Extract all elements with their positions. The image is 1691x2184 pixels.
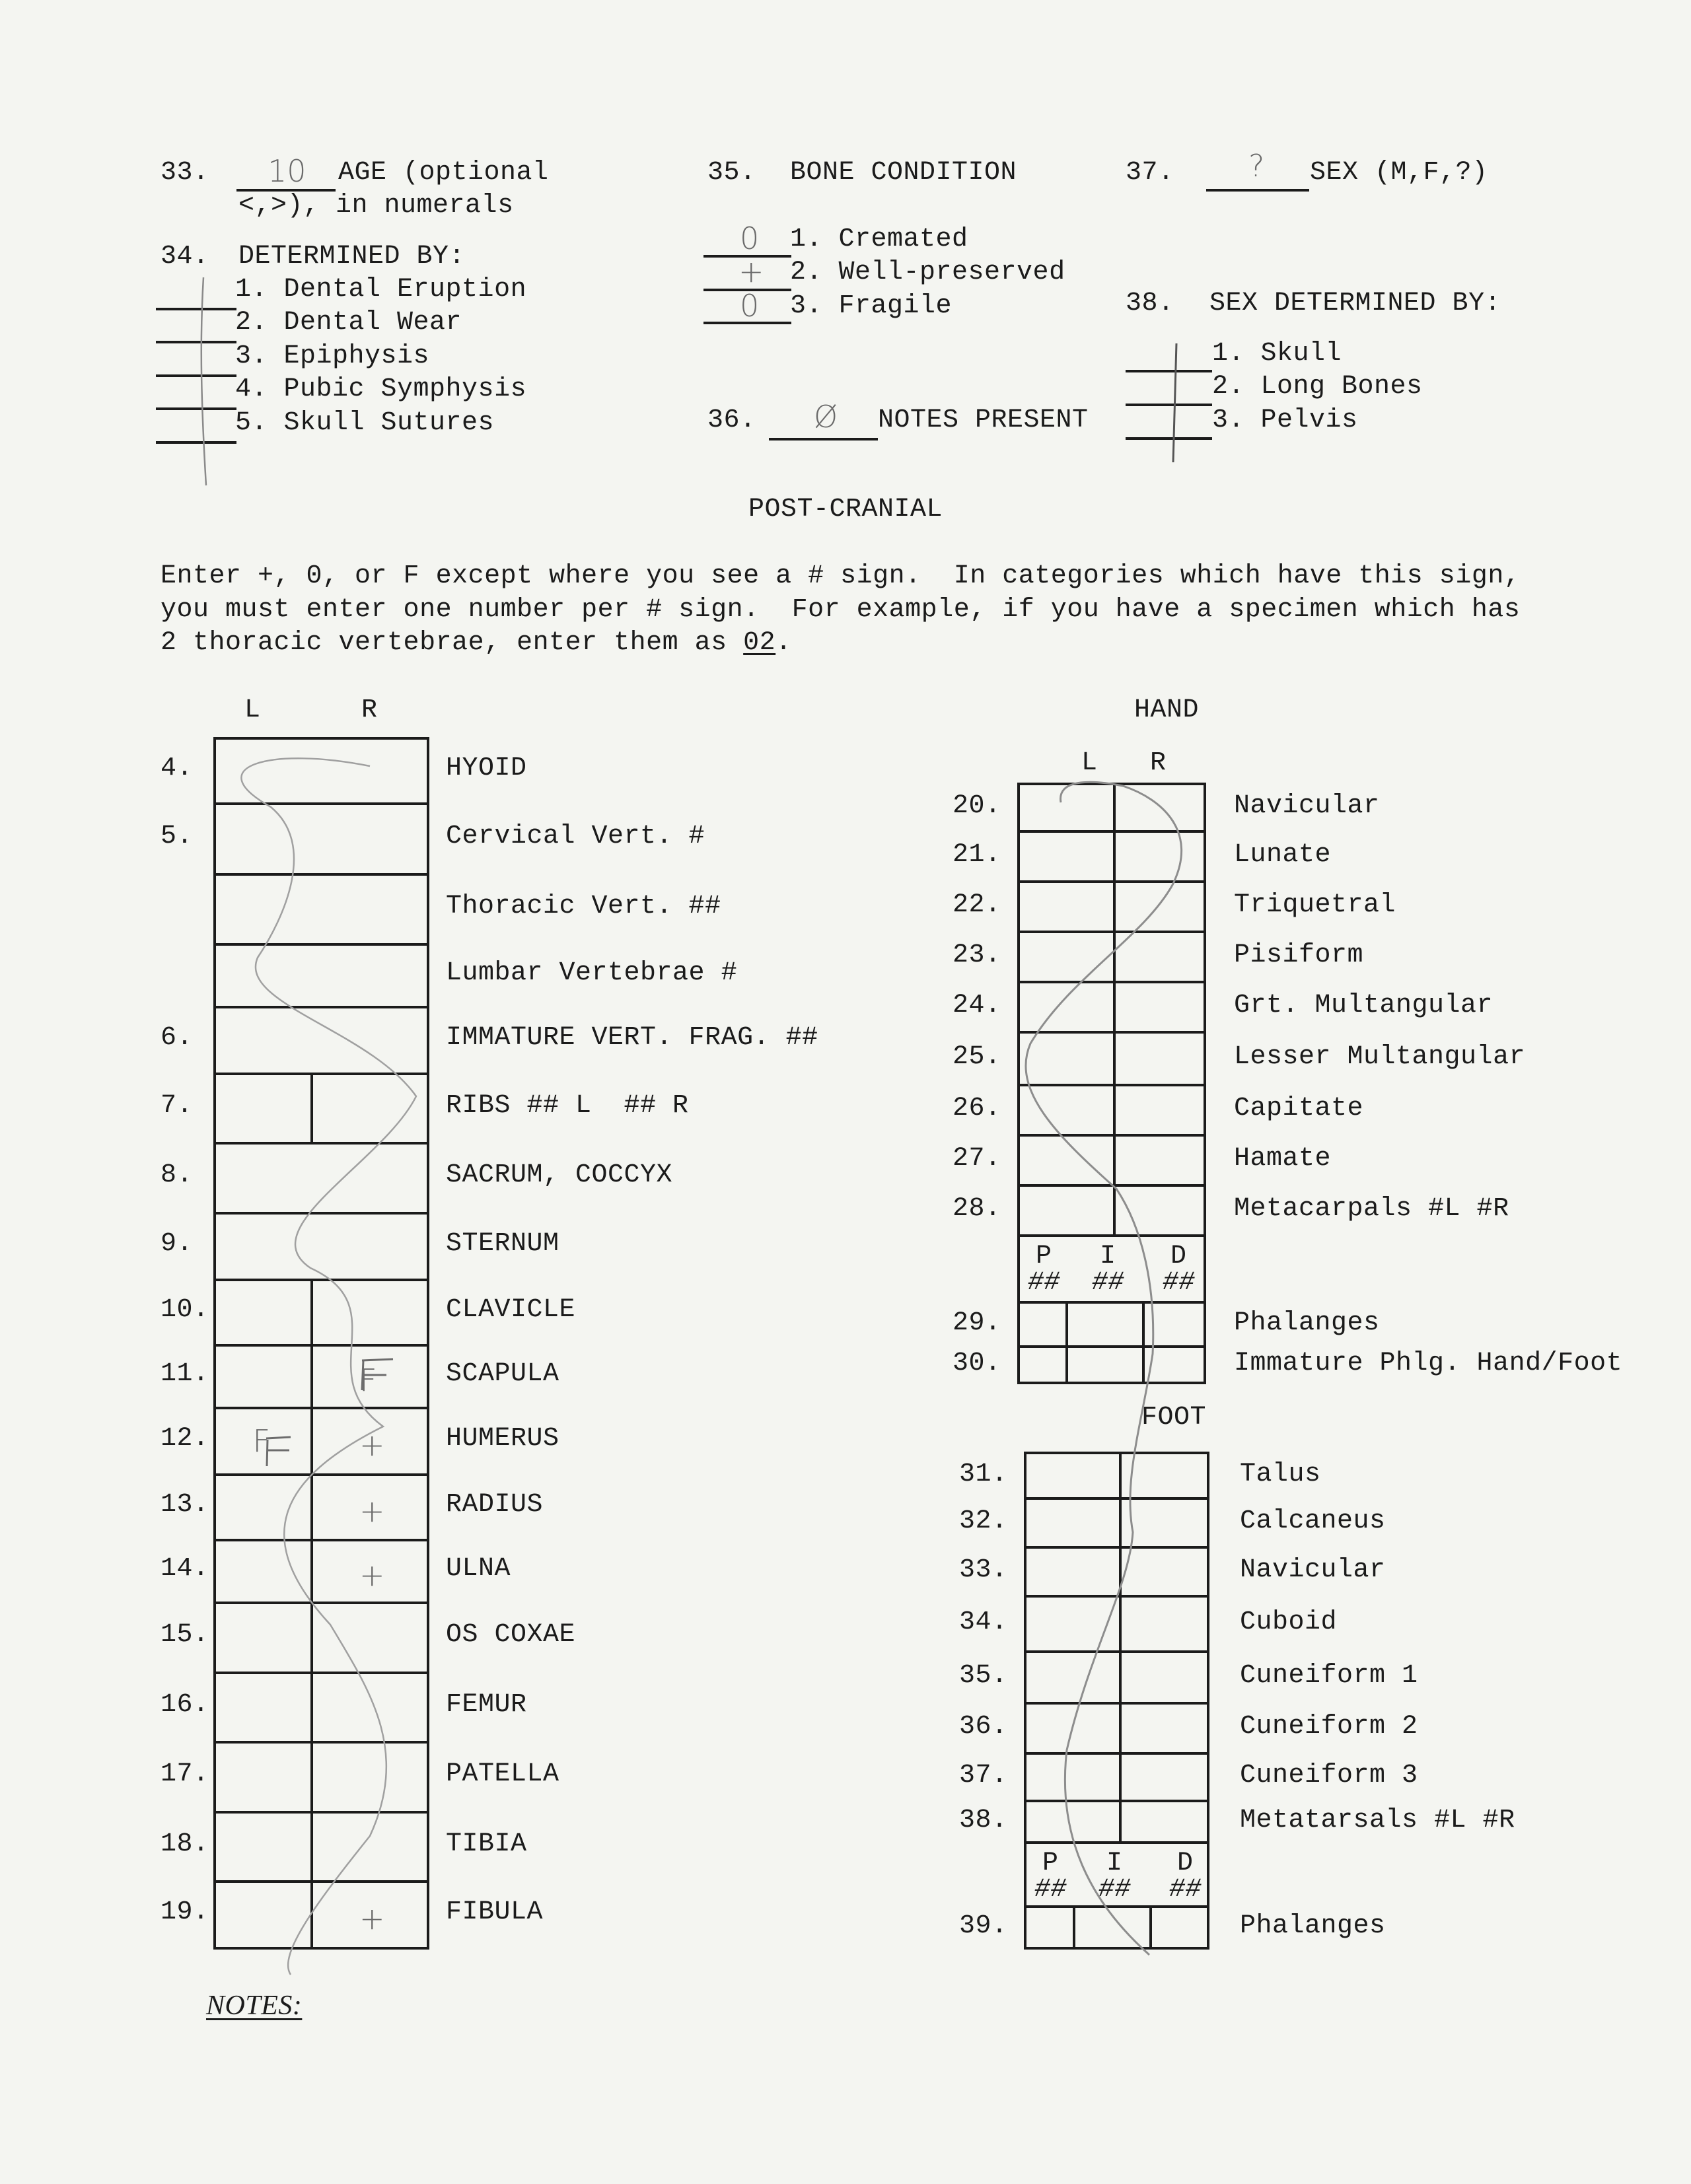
cell-left[interactable]	[213, 1279, 310, 1344]
bone-condition-option: 1. Cremated	[790, 225, 968, 254]
row-label: STERNUM	[446, 1228, 559, 1259]
row-label: HUMERUS	[446, 1423, 559, 1454]
cell-left[interactable]	[1017, 830, 1113, 880]
pid-header: D	[1177, 1849, 1194, 1878]
row-number: 18.	[161, 1829, 209, 1859]
phalanx-cell[interactable]	[1142, 1345, 1206, 1382]
phalanx-cell[interactable]	[1017, 1345, 1065, 1382]
cell-right[interactable]	[1113, 880, 1206, 931]
cell-right[interactable]	[310, 1741, 429, 1811]
row-label: Pisiform	[1234, 940, 1364, 970]
cell-right[interactable]	[310, 1073, 429, 1142]
row-label: OS COXAE	[446, 1620, 576, 1650]
row-label: Lunate	[1234, 840, 1332, 870]
cell-right[interactable]	[1119, 1650, 1209, 1702]
cell-left[interactable]	[213, 1811, 310, 1880]
cell-left[interactable]	[213, 1602, 310, 1672]
cell-right[interactable]	[310, 1602, 429, 1672]
bone-condition-value: 0	[740, 221, 760, 256]
pid-mark: ##	[1098, 1875, 1132, 1905]
cell-right[interactable]	[1119, 1497, 1209, 1546]
cell-left[interactable]	[1024, 1546, 1119, 1595]
hand-column-left: L	[1081, 748, 1098, 778]
cell-value: F	[252, 1423, 270, 1459]
row-label: SACRUM, COCCYX	[446, 1160, 673, 1190]
cell-right[interactable]	[310, 1473, 429, 1539]
row-number: 25.	[953, 1042, 1001, 1072]
cell-left[interactable]	[213, 1539, 310, 1602]
foot-title: FOOT	[1141, 1403, 1207, 1432]
row-label: Immature Phlg. Hand/Foot	[1234, 1348, 1623, 1378]
row-label: RIBS ## L ## R	[446, 1090, 689, 1121]
row-number: 37.	[959, 1761, 1008, 1790]
row-number: 26.	[953, 1094, 1001, 1123]
pid-header: P	[1042, 1849, 1059, 1878]
cell-right[interactable]	[1113, 1134, 1206, 1184]
cell-left[interactable]	[1017, 1134, 1113, 1184]
cell-right[interactable]	[1119, 1702, 1209, 1752]
cell-right[interactable]	[1119, 1595, 1209, 1650]
row-label: ULNA	[446, 1553, 511, 1584]
row-label: TIBIA	[446, 1829, 527, 1859]
sex-method-option: 3. Pelvis	[1212, 405, 1358, 435]
row-number: 19.	[161, 1897, 209, 1927]
row-label: Phalanges	[1234, 1308, 1380, 1338]
row-label: Grt. Multangular	[1234, 991, 1493, 1020]
phalanx-cell[interactable]	[1065, 1301, 1142, 1345]
row-number: 38.	[959, 1805, 1008, 1835]
cell-left[interactable]	[1024, 1595, 1119, 1650]
cell-right[interactable]	[310, 1539, 429, 1602]
row-label: Capitate	[1234, 1094, 1364, 1123]
hand-column-right: R	[1150, 748, 1167, 778]
age-number: 33.	[161, 158, 209, 188]
age-method-option: 1. Dental Eruption	[235, 275, 527, 304]
row-divider	[1017, 1234, 1206, 1237]
age-label-cont: <,>), in numerals	[238, 191, 514, 221]
notes-label: NOTES:	[206, 1990, 303, 2021]
row-number: 27.	[953, 1144, 1001, 1174]
cell-right[interactable]	[310, 1279, 429, 1344]
row-label: Cuneiform 1	[1240, 1661, 1418, 1691]
pid-mark: ##	[1163, 1268, 1196, 1298]
cell-right[interactable]	[1113, 1031, 1206, 1084]
bone-condition-value: 0	[740, 288, 760, 324]
row-number: 17.	[161, 1759, 209, 1789]
sex-label: SEX (M,F,?)	[1310, 158, 1488, 188]
phalanx-cell[interactable]	[1073, 1905, 1149, 1947]
instructions-line: Enter +, 0, or F except where you see a # sign. In categories which have this sign,	[161, 561, 1521, 591]
cell-right[interactable]	[310, 1344, 429, 1407]
row-label: IMMATURE VERT. FRAG. ##	[446, 1022, 818, 1053]
cell-right[interactable]	[1113, 981, 1206, 1031]
pid-mark: ##	[1028, 1268, 1061, 1298]
row-label: Cuneiform 3	[1240, 1761, 1418, 1790]
row-label: Metatarsals #L #R	[1240, 1805, 1515, 1835]
cell-left[interactable]	[213, 1473, 310, 1539]
row-number: 23.	[953, 940, 1001, 970]
row-label: Metacarpals #L #R	[1234, 1194, 1509, 1224]
cell-right[interactable]	[310, 1880, 429, 1947]
row-number: 21.	[953, 840, 1001, 870]
cell-left[interactable]	[213, 1344, 310, 1407]
row-label: Navicular	[1234, 791, 1380, 821]
phalanx-cell[interactable]	[1149, 1905, 1209, 1947]
row-number: 29.	[953, 1308, 1001, 1338]
cell-left[interactable]	[1017, 783, 1113, 830]
notes-present-field[interactable]	[769, 438, 878, 440]
cell-value: +	[359, 1493, 385, 1529]
age-method-field[interactable]	[156, 308, 236, 310]
row-number: 14.	[161, 1553, 209, 1584]
row-label: FIBULA	[446, 1897, 544, 1927]
cell-right[interactable]	[310, 1811, 429, 1880]
cell-left[interactable]	[213, 1407, 310, 1473]
pid-mark: ##	[1034, 1875, 1067, 1905]
age-method-option: 3. Epiphysis	[235, 341, 430, 371]
row-number: 13.	[161, 1489, 209, 1520]
cell-right[interactable]	[1119, 1452, 1209, 1497]
cell-value: F	[359, 1362, 377, 1398]
notes-present-number: 36.	[707, 405, 756, 435]
cell[interactable]	[213, 802, 429, 873]
cell-left[interactable]	[213, 1880, 310, 1947]
row-label: Navicular	[1240, 1555, 1386, 1585]
cell-left[interactable]	[1017, 1184, 1113, 1234]
bone-condition-option: 3. Fragile	[790, 291, 953, 321]
column-header-left: L	[244, 695, 261, 725]
pid-header: I	[1106, 1849, 1123, 1878]
pid-mark: ##	[1169, 1875, 1202, 1905]
row-number: 39.	[959, 1911, 1008, 1941]
age-method-option: 5. Skull Sutures	[235, 408, 495, 438]
row-number: 22.	[953, 890, 1001, 920]
sex-field[interactable]	[1206, 189, 1309, 192]
row-number: 9.	[161, 1228, 194, 1259]
age-method-field[interactable]	[156, 341, 236, 343]
row-number: 5.	[161, 821, 194, 851]
phalanx-cell[interactable]	[1017, 1301, 1065, 1345]
instructions-end: .	[775, 628, 792, 658]
instructions-line: you must enter one number per # sign. For example, if you have a specimen which has	[161, 595, 1521, 625]
row-number: 36.	[959, 1712, 1008, 1742]
row-number: 10.	[161, 1294, 209, 1325]
phalanx-cell[interactable]	[1142, 1301, 1206, 1345]
row-label: Hamate	[1234, 1144, 1332, 1174]
age-determined-label: DETERMINED BY:	[238, 242, 466, 271]
age-determined-number: 34.	[161, 242, 209, 271]
bone-condition-number: 35.	[707, 158, 756, 188]
row-label: Cuboid	[1240, 1607, 1338, 1637]
row-label: Cervical Vert. #	[446, 821, 705, 851]
cell[interactable]	[213, 873, 429, 943]
bone-condition-value: +	[738, 254, 764, 289]
row-number: 31.	[959, 1459, 1008, 1489]
sex-method-field[interactable]	[1126, 404, 1212, 406]
cell-value: +	[359, 1900, 385, 1936]
instructions-line	[161, 629, 792, 658]
cell-value: +	[359, 1557, 385, 1593]
post-cranial-title: POST-CRANIAL	[748, 495, 943, 524]
age-method-field[interactable]	[156, 374, 236, 377]
cell-right[interactable]	[1119, 1800, 1209, 1841]
row-number: 16.	[161, 1689, 209, 1720]
row-label: Calcaneus	[1240, 1506, 1386, 1536]
row-number: 6.	[161, 1022, 194, 1053]
pid-header: I	[1100, 1242, 1116, 1271]
sex-method-field[interactable]	[1126, 370, 1212, 372]
row-number: 12.	[161, 1423, 209, 1454]
cell-left[interactable]	[213, 1672, 310, 1741]
bone-condition-option: 2. Well-preserved	[790, 258, 1065, 287]
pid-header: D	[1170, 1242, 1187, 1271]
cell-left[interactable]	[1017, 931, 1113, 981]
row-label: Lumbar Vertebrae #	[446, 958, 738, 988]
pencil-line-sex-method	[1173, 343, 1176, 462]
notes-present-label: NOTES PRESENT	[878, 405, 1089, 435]
phalanx-cell[interactable]	[1065, 1345, 1142, 1382]
row-number: 34.	[959, 1607, 1008, 1637]
row-label: Thoracic Vert. ##	[446, 892, 721, 921]
cell-left[interactable]	[1024, 1800, 1119, 1841]
cell-right[interactable]	[1119, 1546, 1209, 1595]
cell-left[interactable]	[1024, 1752, 1119, 1800]
row-divider	[1024, 1841, 1209, 1844]
cell-right[interactable]	[1119, 1752, 1209, 1800]
sex-method-field[interactable]	[1126, 437, 1212, 440]
pid-header: P	[1036, 1242, 1052, 1271]
notes-present-value: Ø	[814, 399, 838, 435]
row-number: 28.	[953, 1194, 1001, 1224]
cell[interactable]	[213, 737, 429, 802]
cell[interactable]	[213, 1142, 429, 1212]
age-method-option: 4. Pubic Symphysis	[235, 374, 527, 404]
row-label: SCAPULA	[446, 1358, 559, 1389]
sex-determined-label: SEX DETERMINED BY:	[1209, 289, 1501, 318]
sex-number: 37.	[1126, 158, 1174, 188]
cell-right[interactable]	[310, 1407, 429, 1473]
sex-value: ?	[1248, 148, 1265, 184]
cell-left[interactable]	[1024, 1702, 1119, 1752]
row-number: 15.	[161, 1620, 209, 1650]
row-number: 11.	[161, 1358, 209, 1389]
row-number: 4.	[161, 753, 194, 783]
pid-mark: ##	[1092, 1268, 1125, 1298]
cell-left[interactable]	[213, 1073, 310, 1142]
example-value: 02	[743, 628, 776, 658]
row-number: 35.	[959, 1661, 1008, 1691]
cell-left[interactable]	[213, 1741, 310, 1811]
row-number: 33.	[959, 1555, 1008, 1585]
row-label: Lesser Multangular	[1234, 1042, 1526, 1072]
sex-method-option: 1. Skull	[1212, 339, 1342, 369]
age-method-field[interactable]	[156, 407, 236, 410]
cell-right[interactable]	[1113, 783, 1206, 830]
cell[interactable]	[213, 1212, 429, 1279]
row-label: FEMUR	[446, 1689, 527, 1720]
cell-left[interactable]	[1017, 1031, 1113, 1084]
row-number: 8.	[161, 1160, 194, 1190]
column-header-right: R	[361, 695, 378, 725]
sex-method-option: 2. Long Bones	[1212, 372, 1423, 402]
cell-left[interactable]	[1024, 1650, 1119, 1702]
row-label: CLAVICLE	[446, 1294, 576, 1325]
age-value: 10	[268, 153, 306, 189]
phalanx-cell[interactable]	[1024, 1905, 1073, 1947]
bone-condition-label: BONE CONDITION	[790, 158, 1017, 188]
cell-right[interactable]	[1113, 830, 1206, 880]
hand-title: HAND	[1134, 695, 1200, 725]
row-label: Cuneiform 2	[1240, 1712, 1418, 1742]
cell[interactable]	[213, 1006, 429, 1073]
row-label: Triquetral	[1234, 890, 1396, 920]
row-number: 30.	[953, 1348, 1001, 1378]
cell-right[interactable]	[310, 1672, 429, 1741]
cell-value: +	[359, 1427, 385, 1463]
cell-left[interactable]	[1017, 880, 1113, 931]
sex-determined-number: 38.	[1126, 289, 1174, 318]
instructions-text: 2 thoracic vertebrae, enter them as	[161, 628, 744, 658]
row-number: 20.	[953, 791, 1001, 821]
row-label: Talus	[1240, 1459, 1321, 1489]
row-label: Phalanges	[1240, 1911, 1386, 1941]
age-label: AGE (optional	[338, 158, 549, 188]
age-method-option: 2. Dental Wear	[235, 308, 462, 337]
age-method-field[interactable]	[156, 441, 236, 444]
cell[interactable]	[213, 943, 429, 1006]
cell-left[interactable]	[1017, 1084, 1113, 1134]
row-number: 32.	[959, 1506, 1008, 1536]
cell-left[interactable]	[1024, 1452, 1119, 1497]
row-label: RADIUS	[446, 1489, 544, 1520]
cell-right[interactable]	[1113, 931, 1206, 981]
row-label: PATELLA	[446, 1759, 559, 1789]
cell-right[interactable]	[1113, 1184, 1206, 1234]
cell-right[interactable]	[1113, 1084, 1206, 1134]
row-number: 24.	[953, 991, 1001, 1020]
cell-left[interactable]	[1024, 1497, 1119, 1546]
cell-left[interactable]	[1017, 981, 1113, 1031]
row-number: 7.	[161, 1090, 194, 1121]
row-label: HYOID	[446, 753, 527, 783]
